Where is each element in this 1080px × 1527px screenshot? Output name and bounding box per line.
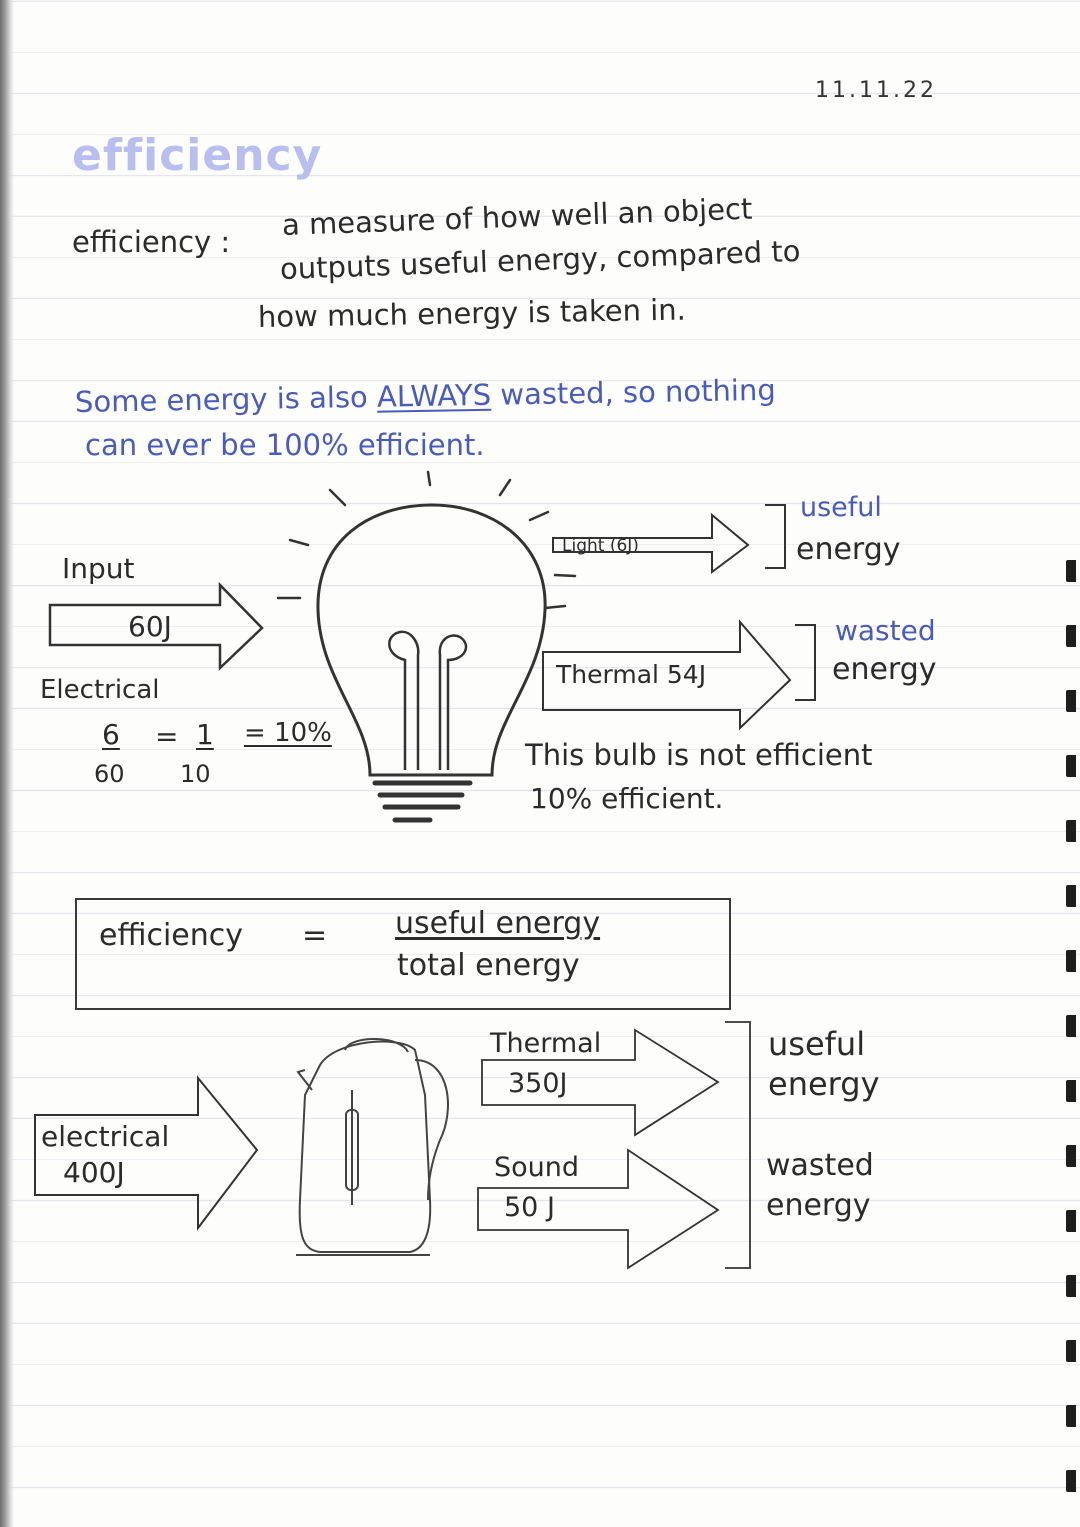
kettle-useful-label-1: useful bbox=[768, 1025, 866, 1063]
kettle-input-value: 400J bbox=[63, 1156, 125, 1189]
kettle-out1-type: Thermal bbox=[490, 1028, 602, 1059]
date: 11.11.22 bbox=[815, 78, 937, 103]
note-line-1-a: Some energy is also bbox=[74, 379, 369, 419]
note-line-1-c: wasted, so nothing bbox=[500, 372, 777, 412]
calc-numerator: 6 bbox=[102, 718, 120, 751]
calc-equals: = bbox=[155, 720, 179, 753]
kettle-icon bbox=[296, 1039, 448, 1255]
calc-numerator-2: 1 bbox=[196, 718, 214, 751]
calc-result: = 10% bbox=[244, 718, 332, 748]
calc-denominator-2: 10 bbox=[180, 760, 211, 788]
kettle-wasted-label-2: energy bbox=[766, 1188, 871, 1223]
kettle-out1-value: 350J bbox=[508, 1068, 568, 1099]
useful-label-1: useful bbox=[800, 492, 882, 523]
useful-label-2: energy bbox=[796, 532, 901, 567]
definition-line-1: a measure of how well an object bbox=[281, 191, 753, 242]
kettle-bracket bbox=[725, 1022, 750, 1268]
page-title: efficiency bbox=[72, 130, 323, 181]
formula-numerator: useful energy bbox=[395, 906, 601, 941]
kettle-input-label-area bbox=[35, 1118, 195, 1192]
formula-denominator: total energy bbox=[397, 948, 580, 983]
definition-term: efficiency : bbox=[72, 225, 231, 259]
wasted-label-2: energy bbox=[832, 652, 937, 687]
definition-line-2: outputs useful energy, compared to bbox=[279, 233, 801, 286]
note-line-2: can ever be 100% efficient. bbox=[85, 428, 485, 462]
formula-lhs: efficiency bbox=[99, 918, 244, 953]
kettle-wasted-label-1: wasted bbox=[766, 1148, 874, 1183]
calc-denominator: 60 bbox=[94, 760, 125, 788]
formula-equals: = bbox=[302, 918, 328, 953]
input-label: Input bbox=[62, 552, 135, 585]
kettle-out2-value: 50 J bbox=[504, 1192, 555, 1223]
kettle-useful-label-2: energy bbox=[768, 1065, 880, 1103]
wasted-label-1: wasted bbox=[835, 614, 936, 647]
conclusion-1: This bulb is not efficient bbox=[525, 738, 873, 772]
definition-line-3: how much energy is taken in. bbox=[257, 292, 687, 334]
input-value: 60J bbox=[128, 610, 172, 643]
note-always: ALWAYS bbox=[376, 377, 492, 414]
kettle-input-type: electrical bbox=[41, 1120, 170, 1153]
light-output: Light (6J) bbox=[562, 536, 639, 556]
kettle-out2-type: Sound bbox=[494, 1152, 580, 1183]
thermal-output: Thermal 54J bbox=[556, 660, 707, 689]
conclusion-2: 10% efficient. bbox=[530, 782, 724, 815]
input-type: Electrical bbox=[40, 675, 160, 705]
